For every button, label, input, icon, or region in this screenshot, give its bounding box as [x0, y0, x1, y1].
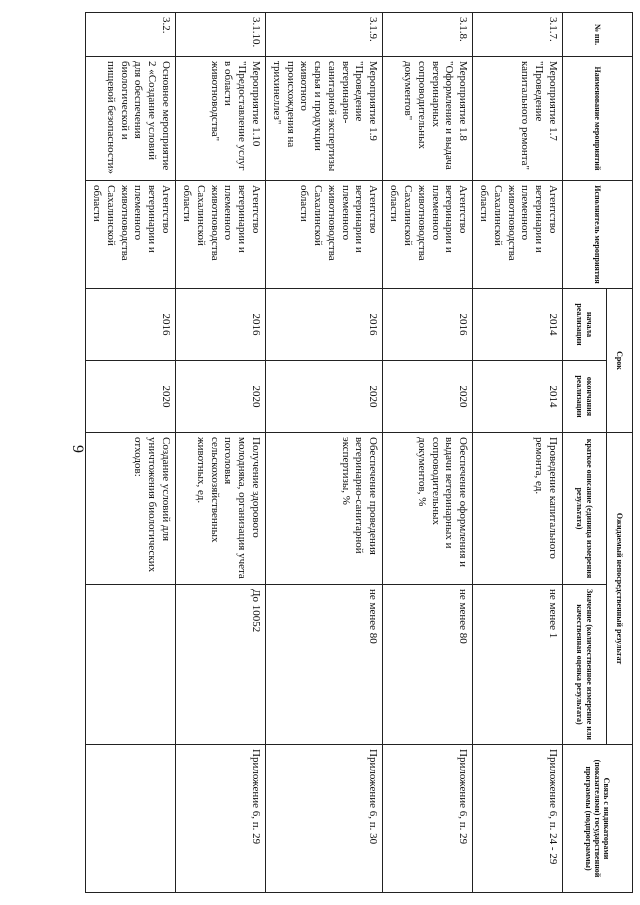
row-end: 2014 — [473, 361, 563, 433]
row-executor: Агентство ветеринарии и племенного животноводства Сахалинской области — [175, 181, 265, 289]
header-link: Связь с индикаторами (показателями) государственной программы (подпрограммы) — [563, 745, 633, 893]
table-row — [473, 13, 563, 893]
row-end: 2020 — [86, 361, 176, 433]
header-start: начала реализации — [563, 289, 607, 361]
row-link: Приложение 6, п. 29 — [175, 745, 265, 893]
page-number: 9 — [69, 445, 86, 453]
header-executor: Исполнитель мероприятия — [563, 181, 633, 289]
row-link: Приложение 6, п. 30 — [265, 745, 382, 893]
header-end: окончания реализации — [563, 361, 607, 433]
table-row — [86, 13, 176, 893]
header-num: № пп. — [563, 13, 633, 57]
row-value: не менее 1 — [473, 585, 563, 745]
row-end: 2020 — [383, 361, 473, 433]
row-name: Мероприятие 1.8 "Оформление и выдача ветеринарных сопроводительных документов" — [383, 57, 473, 181]
row-num: 3.1.10. — [175, 13, 265, 57]
table-row — [175, 13, 265, 893]
table-row — [265, 13, 382, 893]
header-term: Срок — [607, 289, 633, 433]
row-name: Основное мероприятие 2 «Создание условий для обеспечения биологической и пищевой безопасности» — [86, 57, 176, 181]
row-num: 3.1.9. — [265, 13, 382, 57]
row-value: не менее 80 — [265, 585, 382, 745]
row-desc: Обеспечение проведения ветеринарно-санитарной экспертизы, % — [265, 433, 382, 585]
row-value: До 10052 — [175, 585, 265, 745]
row-start: 2014 — [473, 289, 563, 361]
row-start: 2016 — [175, 289, 265, 361]
row-executor: Агентство ветеринарии и племенного животноводства Сахалинской области — [265, 181, 382, 289]
row-start: 2016 — [383, 289, 473, 361]
row-name: Мероприятие 1.7 "Проведение капитального ремонта" — [473, 57, 563, 181]
row-num: 3.1.8. — [383, 13, 473, 57]
rotated-table-container — [85, 12, 633, 892]
activities-table — [85, 12, 633, 893]
row-executor: Агентство ветеринарии и племенного животноводства Сахалинской области — [383, 181, 473, 289]
row-link: Приложение 6, п. 24 - 29 — [473, 745, 563, 893]
row-num: 3.1.7. — [473, 13, 563, 57]
header-value: Значение (количественное измерение или качественная оценка результата) — [563, 585, 607, 745]
row-link: Приложение 6, п. 29 — [383, 745, 473, 893]
row-num: 3.2. — [86, 13, 176, 57]
row-link — [86, 745, 176, 893]
row-desc: Обеспечение оформления и выдачи ветеринарных и сопроводительных документов, % — [383, 433, 473, 585]
row-desc: Получение здорового молодняка, организация учета поголовья сельскохозяйственных животных, ед. — [175, 433, 265, 585]
row-desc: Проведение капитального ремонта, ед. — [473, 433, 563, 585]
row-value: не менее 80 — [383, 585, 473, 745]
header-name: Наименование мероприятий — [563, 57, 633, 181]
row-start: 2016 — [86, 289, 176, 361]
row-name: Мероприятие 1.10 "Предоставление услуг в области животноводства" — [175, 57, 265, 181]
row-end: 2020 — [175, 361, 265, 433]
row-desc: Создание условий для уничтожения биологических отходов: — [86, 433, 176, 585]
row-name: Мероприятие 1.9 "Проведение ветеринарно-санитарной экспертизы сырья и продукции животного происхождения на трихинеллез" — [265, 57, 382, 181]
row-end: 2020 — [265, 361, 382, 433]
row-executor: Агентство ветеринарии и племенного животноводства Сахалинской области — [86, 181, 176, 289]
table-row — [383, 13, 473, 893]
row-start: 2016 — [265, 289, 382, 361]
header-expected: Ожидаемый непосредственный результат — [607, 433, 633, 745]
row-value — [86, 585, 176, 745]
row-executor: Агентство ветеринарии и племенного животноводства Сахалинской области — [473, 181, 563, 289]
header-short-desc: краткое описание (единица измерения результата) — [563, 433, 607, 585]
